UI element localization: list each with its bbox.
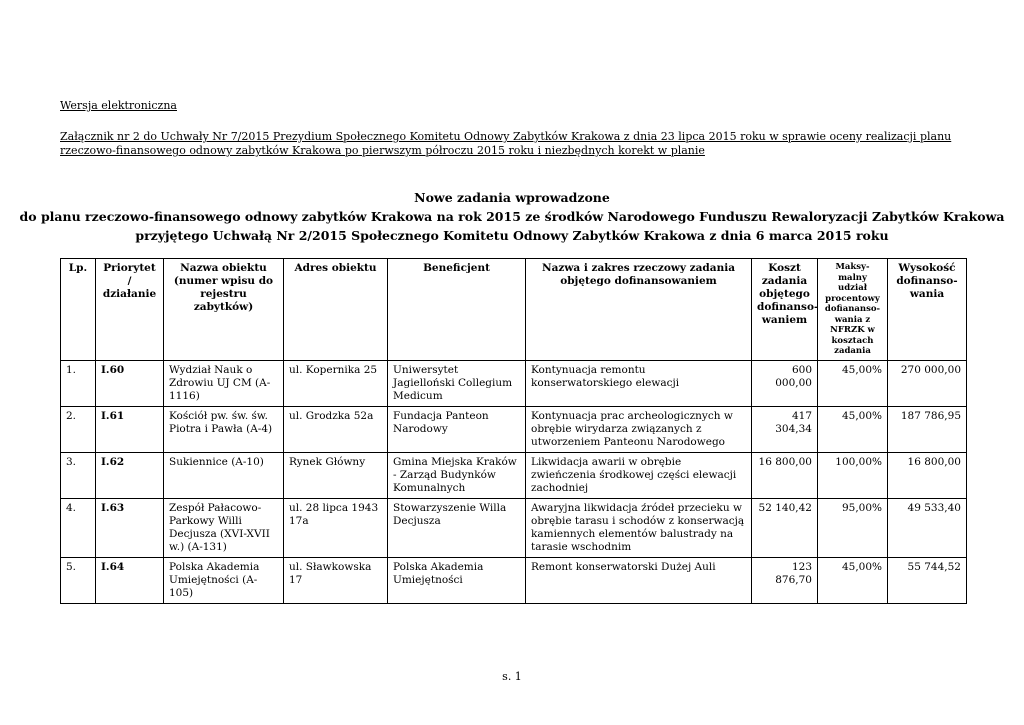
beneficiary: Uniwersytet Jagielloński Collegium Medicum <box>388 360 526 406</box>
row-number: 4. <box>61 498 96 557</box>
document-version-label: Wersja elektroniczna <box>60 99 177 112</box>
funding-amount: 270 000,00 <box>888 360 967 406</box>
col-header-funding-amount: Wysokość dofinanso-wania <box>888 259 967 361</box>
task-scope: Kontynuacja prac archeologicznych w obrębie wirydarza związanych z utworzeniem Panteonu Narodowego <box>526 406 752 452</box>
table-row <box>61 557 967 603</box>
task-scope: Awaryjna likwidacja źródeł przecieku w obrębie tarasu i schodów z konserwacją kamiennych elementów balustrady na tarasie wschodnim <box>526 498 752 557</box>
task-scope: Likwidacja awarii w obrębie zwieńczenia środkowej części elewacji zachodniej <box>526 452 752 498</box>
beneficiary: Polska Akademia Umiejętności <box>388 557 526 603</box>
priority-code: I.60 <box>96 360 164 406</box>
col-header-lp: Lp. <box>61 259 96 361</box>
max-share-percent: 95,00% <box>818 498 888 557</box>
task-cost: 52 140,42 <box>752 498 818 557</box>
priority-code: I.62 <box>96 452 164 498</box>
object-name: Polska Akademia Umiejętności (A-105) <box>164 557 284 603</box>
beneficiary: Gmina Miejska Kraków - Zarząd Budynków Komunalnych <box>388 452 526 498</box>
col-header-priority: Priorytet / działanie <box>96 259 164 361</box>
col-header-task-scope: Nazwa i zakres rzeczowy zadania objętego dofinansowaniem <box>526 259 752 361</box>
object-address: Rynek Główny <box>284 452 388 498</box>
task-cost: 16 800,00 <box>752 452 818 498</box>
row-number: 1. <box>61 360 96 406</box>
table-row <box>61 498 967 557</box>
priority-code: I.61 <box>96 406 164 452</box>
funding-amount: 49 533,40 <box>888 498 967 557</box>
max-share-percent: 100,00% <box>818 452 888 498</box>
priority-code: I.63 <box>96 498 164 557</box>
col-header-max-share: Maksy-malny udział procentowy dofiananso-wania z NFRZK w kosztach zadania <box>818 259 888 361</box>
document-title-line-2: do planu rzeczowo-finansowego odnowy zabytków Krakowa na rok 2015 ze środków Narodowego Funduszu Rewaloryzacji Zabytków Krakowa <box>19 209 1005 224</box>
row-number: 3. <box>61 452 96 498</box>
task-scope: Kontynuacja remontu konserwatorskiego elewacji <box>526 360 752 406</box>
attachment-heading: Załącznik nr 2 do Uchwały Nr 7/2015 Prezydium Społecznego Komitetu Odnowy Zabytków Krakowa z dnia 23 lipca 2015 roku w sprawie oceny realizacji planu rzeczowo-finansowego odnowy zabytków Krakowa po pierwszym półroczu 2015 roku i niezbędnych korekt w planie <box>60 130 952 157</box>
col-header-object-name: Nazwa obiektu (numer wpisu do rejestru zabytków) <box>164 259 284 361</box>
row-number: 2. <box>61 406 96 452</box>
col-header-beneficiary: Beneficjent <box>388 259 526 361</box>
col-header-cost: Koszt zadania objętego dofinanso-waniem <box>752 259 818 361</box>
tasks-table <box>60 258 967 604</box>
row-number: 5. <box>61 557 96 603</box>
table-row <box>61 406 967 452</box>
max-share-percent: 45,00% <box>818 406 888 452</box>
page-number: s. 1 <box>502 670 522 683</box>
task-cost: 123 876,70 <box>752 557 818 603</box>
task-scope: Remont konserwatorski Dużej Auli <box>526 557 752 603</box>
beneficiary: Stowarzyszenie Willa Decjusza <box>388 498 526 557</box>
document-title-line-1: Nowe zadania wprowadzone <box>414 190 610 205</box>
max-share-percent: 45,00% <box>818 557 888 603</box>
table-header-row <box>61 259 967 361</box>
priority-code: I.64 <box>96 557 164 603</box>
object-name: Kościół pw. św. św. Piotra i Pawła (A-4) <box>164 406 284 452</box>
col-header-address: Adres obiektu <box>284 259 388 361</box>
table-row <box>61 360 967 406</box>
funding-amount: 187 786,95 <box>888 406 967 452</box>
funding-amount: 16 800,00 <box>888 452 967 498</box>
table-row <box>61 452 967 498</box>
task-cost: 417 304,34 <box>752 406 818 452</box>
object-name: Zespół Pałacowo-Parkowy Willi Decjusza (XVI-XVII w.) (A-131) <box>164 498 284 557</box>
object-address: ul. Sławkowska 17 <box>284 557 388 603</box>
max-share-percent: 45,00% <box>818 360 888 406</box>
object-address: ul. Grodzka 52a <box>284 406 388 452</box>
object-address: ul. Kopernika 25 <box>284 360 388 406</box>
document-title-line-3: przyjętego Uchwałą Nr 2/2015 Społecznego Komitetu Odnowy Zabytków Krakowa z dnia 6 marca 2015 roku <box>135 228 889 243</box>
object-address: ul. 28 lipca 1943 17a <box>284 498 388 557</box>
object-name: Sukiennice (A-10) <box>164 452 284 498</box>
object-name: Wydział Nauk o Zdrowiu UJ CM (A-1116) <box>164 360 284 406</box>
funding-amount: 55 744,52 <box>888 557 967 603</box>
beneficiary: Fundacja Panteon Narodowy <box>388 406 526 452</box>
task-cost: 600 000,00 <box>752 360 818 406</box>
